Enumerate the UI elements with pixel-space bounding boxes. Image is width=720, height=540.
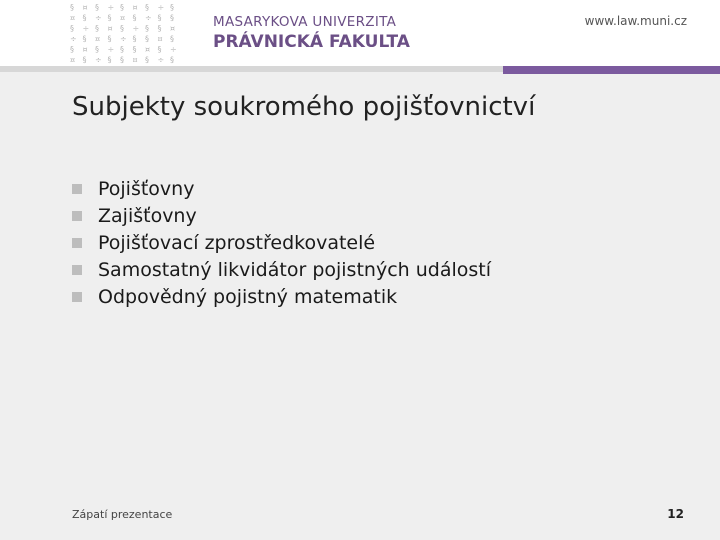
svg-text:÷: ÷ (145, 13, 152, 23)
list-item (72, 175, 491, 202)
svg-text:§: § (170, 13, 174, 23)
list-item (72, 256, 491, 283)
svg-text:§: § (157, 13, 162, 23)
svg-text:§: § (170, 34, 174, 44)
svg-text:§: § (157, 45, 162, 54)
svg-text:§: § (132, 13, 137, 23)
svg-text:÷: ÷ (157, 3, 165, 12)
svg-text:§: § (120, 45, 124, 54)
svg-text:§: § (145, 3, 149, 12)
svg-text:¤: ¤ (132, 3, 138, 12)
list-item-text: Pojišťovací zprostředkovatelé (98, 231, 376, 254)
svg-text:¤: ¤ (145, 45, 151, 54)
university-name: MASARYKOVA UNIVERZITA (213, 14, 397, 30)
faculty-name: PRÁVNICKÁ FAKULTA (213, 32, 410, 52)
svg-text:§: § (82, 13, 87, 23)
svg-text:§: § (145, 55, 149, 65)
list-item-text: Pojišťovny (98, 177, 195, 200)
svg-text:§: § (132, 34, 137, 44)
square-bullet-icon (72, 238, 82, 248)
square-bullet-icon (72, 265, 82, 275)
svg-text:§: § (132, 45, 137, 54)
svg-text:§: § (95, 24, 99, 33)
svg-text:§: § (107, 55, 112, 65)
footer-text: Zápatí prezentace (72, 508, 173, 521)
list-item-text: Zajišťovny (98, 204, 197, 227)
svg-text:§: § (70, 24, 74, 33)
svg-text:÷: ÷ (170, 45, 177, 54)
law-symbols-pattern-icon (66, 0, 182, 66)
svg-text:÷: ÷ (132, 24, 140, 33)
svg-text:§: § (82, 55, 87, 65)
svg-text:¤: ¤ (82, 45, 88, 54)
square-bullet-icon (72, 211, 82, 221)
svg-text:÷: ÷ (107, 3, 115, 12)
svg-text:§: § (157, 24, 162, 33)
slide-header (0, 0, 720, 66)
list-item (72, 229, 491, 256)
list-item (72, 283, 491, 310)
svg-text:÷: ÷ (120, 34, 127, 44)
slide-title: Subjekty soukromého pojišťovnictví (72, 92, 536, 122)
svg-text:¤: ¤ (70, 55, 76, 65)
svg-text:§: § (107, 13, 112, 23)
svg-text:÷: ÷ (107, 45, 115, 54)
svg-text:§: § (70, 3, 74, 12)
svg-text:§: § (82, 34, 87, 44)
svg-text:§: § (95, 45, 99, 54)
list-item-text: Samostatný likvidátor pojistných událostí (98, 258, 491, 281)
list-item (72, 202, 491, 229)
svg-text:÷: ÷ (95, 13, 102, 23)
svg-text:§: § (95, 3, 99, 12)
header-divider-gray (0, 66, 503, 72)
header-divider-purple (503, 66, 720, 74)
svg-text:§: § (145, 34, 149, 44)
svg-text:§: § (145, 24, 149, 33)
svg-text:§: § (70, 45, 74, 54)
svg-text:÷: ÷ (157, 55, 165, 65)
svg-text:÷: ÷ (70, 34, 77, 44)
svg-text:¤: ¤ (170, 24, 176, 33)
square-bullet-icon (72, 184, 82, 194)
svg-text:§: § (120, 55, 124, 65)
svg-text:¤: ¤ (70, 13, 76, 23)
svg-text:¤: ¤ (82, 3, 88, 12)
svg-text:¤: ¤ (120, 13, 126, 23)
square-bullet-icon (72, 292, 82, 302)
svg-text:¤: ¤ (157, 34, 163, 44)
svg-text:¤: ¤ (107, 24, 113, 33)
svg-text:¤: ¤ (132, 55, 138, 65)
svg-text:§: § (120, 24, 124, 33)
list-item-text: Odpovědný pojistný matematik (98, 285, 398, 308)
svg-text:¤: ¤ (95, 34, 101, 44)
svg-text:§: § (170, 3, 174, 12)
bullet-list (72, 175, 491, 310)
svg-text:§: § (120, 3, 124, 12)
svg-text:§: § (107, 34, 112, 44)
svg-text:÷: ÷ (82, 24, 90, 33)
page-number: 12 (667, 507, 684, 521)
website-url: www.law.muni.cz (584, 14, 687, 28)
svg-text:§: § (170, 55, 174, 65)
svg-text:÷: ÷ (95, 55, 102, 65)
